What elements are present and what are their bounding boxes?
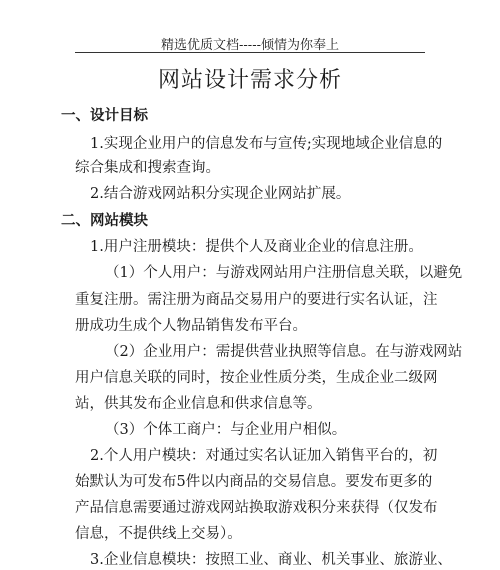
paragraph-line: 站，供其发布企业信息和供求信息等。	[75, 396, 322, 412]
paragraph-line: 2.个人用户模块：对通过实名认证加入销售平台的，初	[90, 448, 438, 464]
paragraph-line: 用户信息关联的同时，按企业性质分类，生成企业二级网	[75, 370, 438, 386]
paragraph-line: 重复注册。需注册为商品交易用户的要进行实名认证，注	[75, 292, 438, 308]
paragraph-line: （3）个体工商户：与企业用户相似。	[105, 422, 347, 438]
document-title: 网站设计需求分析	[157, 68, 342, 93]
paragraph-line: 3.企业信息模块：按照工业、商业、机关事业、旅游业、	[90, 552, 452, 568]
paragraph-line: 综合集成和搜索查询。	[75, 160, 220, 176]
page-header: 精选优质文档-----倾情为你奉上	[161, 38, 339, 53]
paragraph-line: 产品信息需要通过游戏网站换取游戏积分来获得（仅发布	[75, 500, 438, 516]
header-rule	[75, 52, 425, 53]
paragraph-line: （2）企业用户：需提供营业执照等信息。在与游戏网站	[105, 344, 463, 360]
section-heading: 二、网站模块	[61, 213, 148, 229]
paragraph-line: 1.实现企业用户的信息发布与宣传;实现地域企业信息的	[90, 136, 443, 152]
paragraph-line: 1.用户注册模块：提供个人及商业企业的信息注册。	[90, 239, 423, 255]
paragraph-line: 始默认为可发布5件以内商品的交易信息。要发布更多的	[75, 474, 433, 490]
section-heading: 一、设计目标	[61, 108, 148, 124]
paragraph-line: （1）个人用户：与游戏网站用户注册信息关联，以避免	[105, 265, 463, 281]
paragraph-line: 册成功生成个人物品销售发布平台。	[75, 318, 307, 334]
paragraph-line: 2.结合游戏网站积分实现企业网站扩展。	[90, 186, 351, 202]
paragraph-line: 信息，不提供线上交易）。	[75, 526, 242, 542]
